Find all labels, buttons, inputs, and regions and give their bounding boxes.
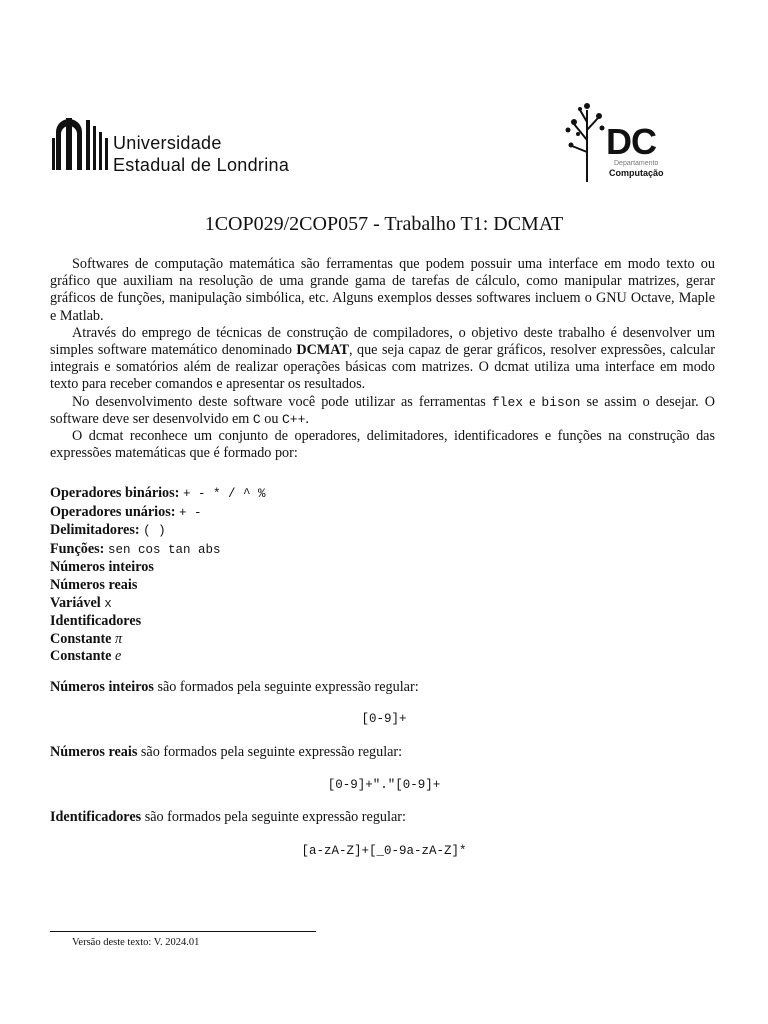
- cpp-code: C++: [282, 411, 306, 427]
- paragraph-1: Softwares de computação matemática são ferramentas que podem possuir uma interface em modo texto ou gráfico que auxiliam na resolução de uma grande gama de tarefas de cálculo, como manipular matrizes, gerar gráficos de funções, manipulação simbólica, etc. Alguns exemplos desses softwares incluem o GNU Octave, Maple e Matlab.: [50, 256, 715, 324]
- def-reals: [50, 577, 450, 595]
- def-value: ( ): [143, 524, 166, 539]
- flex-code: flex: [491, 394, 524, 410]
- def-value: x: [104, 596, 112, 611]
- def-math-value: e: [115, 648, 122, 665]
- regex-integers: [0-9]+: [361, 712, 407, 726]
- def-identifiers: [50, 613, 450, 631]
- def-value: sen cos tan abs: [107, 542, 221, 557]
- def-constant-e: [50, 648, 450, 666]
- regex-reals-label: [50, 743, 402, 761]
- tree-icon: [562, 100, 612, 182]
- regex-label-text: são formados pela seguinte expressão regular:: [153, 679, 419, 695]
- def-constant-pi: [50, 631, 450, 649]
- def-integers: [50, 559, 450, 577]
- uel-emblem-icon: [50, 112, 114, 174]
- footnote-rule: [50, 931, 316, 932]
- def-label: Números reais: [50, 576, 138, 593]
- def-label: Constante: [50, 648, 112, 665]
- paragraph-3-and: e: [523, 393, 542, 410]
- def-label: Identificadores: [50, 613, 142, 630]
- regex-label-bold: Identificadores: [50, 809, 142, 825]
- def-unary-operators: [50, 504, 450, 523]
- dcmat-bold: DCMAT: [296, 342, 349, 359]
- version-footnote: Versão deste texto: V. 2024.01: [72, 937, 200, 948]
- paragraph-3: [50, 394, 715, 428]
- def-label: Delimitadores:: [50, 522, 140, 539]
- def-value: + -: [179, 505, 202, 520]
- intro-text: [50, 256, 715, 462]
- def-label: Operadores binários:: [50, 485, 180, 501]
- def-math-value: π: [115, 630, 123, 647]
- uel-wordmark: [113, 132, 289, 176]
- regex-label-bold: Números reais: [50, 744, 138, 760]
- uel-line-2: Estadual de Londrina: [113, 155, 290, 175]
- bison-code: bison: [541, 394, 581, 410]
- document-title: 1COP029/2COP057 - Trabalho T1: DCMAT: [204, 213, 564, 235]
- def-functions: [50, 541, 450, 560]
- def-value: + - * / ^ %: [182, 487, 266, 501]
- def-label: Variável: [50, 594, 101, 611]
- dc-computacao-label: Computação: [609, 168, 664, 178]
- regex-label-text: são formados pela seguinte expressão regular:: [141, 809, 406, 825]
- uel-line-1: Universidade: [113, 133, 222, 153]
- paragraph-3-or: ou: [260, 410, 282, 427]
- token-definitions: [50, 485, 450, 666]
- def-label: Números inteiros: [50, 559, 154, 576]
- c-code: C: [252, 411, 261, 427]
- dc-wordmark: DC: [606, 121, 656, 162]
- def-delimiters: [50, 522, 450, 541]
- regex-identifiers: [a-zA-Z]+[_0-9a-zA-Z]*: [301, 844, 467, 858]
- regex-identifiers-label: [50, 808, 406, 826]
- def-label: Operadores unários:: [50, 503, 176, 520]
- paragraph-2-text-a: Através do emprego de técnicas de construção de compiladores, o objetivo deste trabalho é desenvolver um simples software matemático denominado: [50, 324, 715, 359]
- def-label: Constante: [50, 630, 112, 647]
- paragraph-3-end: .: [305, 410, 309, 427]
- regex-reals: [0-9]+"."[0-9]+: [327, 778, 441, 792]
- paragraph-4: O dcmat reconhece um conjunto de operadores, delimitadores, identificadores e funções na construção das expressões matemáticas que é formado por:: [50, 428, 715, 462]
- def-variable: [50, 595, 450, 614]
- regex-label-bold: Números inteiros: [50, 679, 154, 695]
- regex-label-text: são formados pela seguinte expressão regular:: [137, 744, 403, 760]
- def-binary-operators: [50, 485, 450, 504]
- paragraph-3-text-b: se assim o desejar. O software deve ser desenvolvido em: [50, 393, 715, 427]
- dc-department-label: Departamento: [614, 160, 659, 167]
- regex-integers-label: [50, 678, 419, 696]
- paragraph-2: [50, 325, 715, 394]
- paragraph-3-text-a: No desenvolvimento deste software você pode utilizar as ferramentas: [72, 393, 492, 410]
- def-label: Funções:: [50, 540, 105, 557]
- paragraph-2-text-b: , que seja capaz de gerar gráficos, resolver expressões, calcular integrais e somatórios além de realizar operações básicas com matrizes. O dcmat utiliza uma interface em modo texto para receber comandos e apresentar os resultados.: [50, 342, 715, 393]
